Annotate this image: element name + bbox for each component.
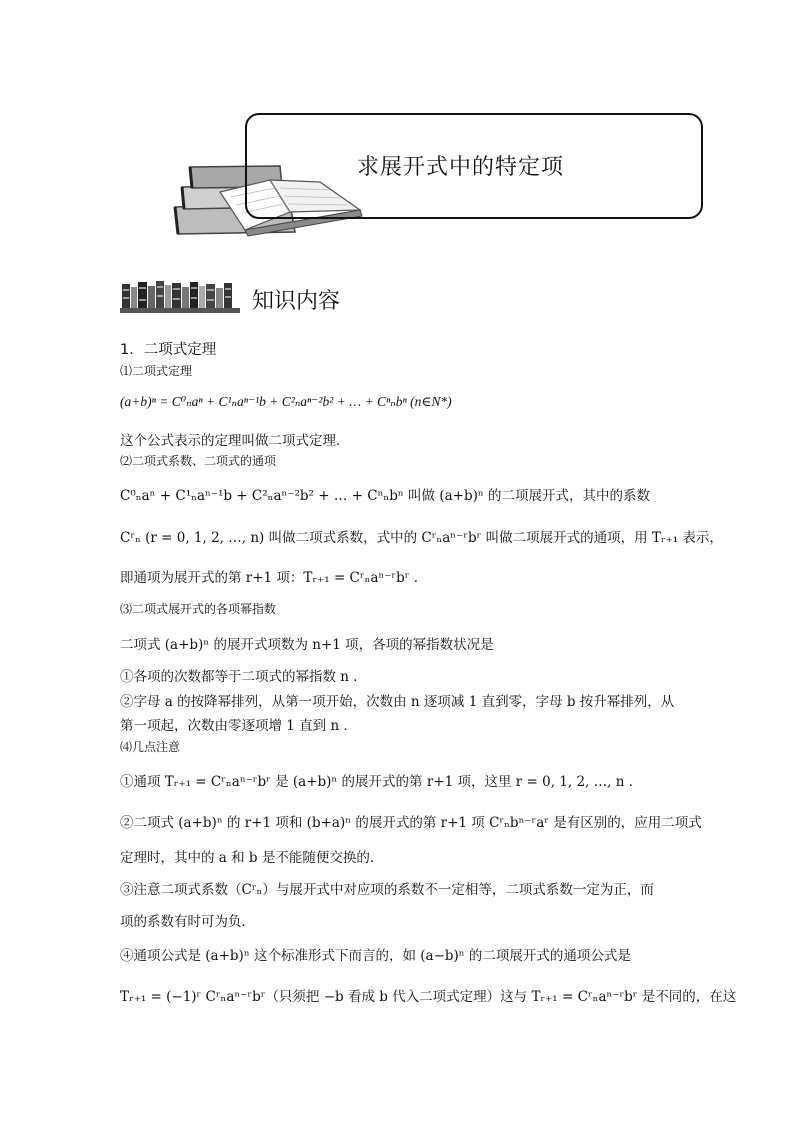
list-item-4-3a: ③注意二项式系数（Cʳₙ）与展开式中对应项的系数不一定相等，二项式系数一定为正，而: [120, 882, 654, 898]
paragraph-2a: C⁰ₙaⁿ + C¹ₙaⁿ⁻¹b + C²ₙaⁿ⁻²b² + … + Cⁿₙbⁿ 叫做 (a+b)ⁿ 的二项展开式，其中的系数: [120, 488, 650, 504]
list-item-4-2b: 定理时，其中的 a 和 b 是不能随便交换的．: [120, 850, 384, 866]
list-item-4-4b: Tᵣ₊₁ = (−1)ʳ Cʳₙaⁿ⁻ʳbʳ（只须把 −b 看成 b 代入二项式定理）这与 Tᵣ₊₁ = Cʳₙaⁿ⁻ʳbʳ 是不同的，在这: [120, 989, 737, 1005]
paragraph-1: 这个公式表示的定理叫做二项式定理．: [120, 433, 350, 449]
subheading-4: ⑷几点注意: [120, 740, 181, 754]
heading-binomial-theorem: 1．二项式定理: [120, 342, 217, 358]
paragraph-2b: Cʳₙ (r = 0, 1, 2, …, n) 叫做二项式系数，式中的 Cʳₙaⁿ⁻ʳbʳ 叫做二项展开式的通项，用 Tᵣ₊₁ 表示，: [120, 530, 723, 546]
list-item-4-3b: 项的系数有时可为负．: [120, 914, 255, 930]
paragraph-2c: 即通项为展开式的第 r+1 项：Tᵣ₊₁ = Cʳₙaⁿ⁻ʳbʳ ．: [120, 570, 428, 586]
list-item-4-4a: ④通项公式是 (a+b)ⁿ 这个标准形式下而言的，如 (a−b)ⁿ 的二项展开式的通项公式是: [120, 948, 631, 964]
list-item-3-2b: 第一项起，次数由零逐项增 1 直到 n ．: [120, 718, 357, 734]
list-item-3-1: ①各项的次数都等于二项式的幂指数 n ．: [120, 669, 367, 685]
subheading-1: ⑴二项式定理: [120, 364, 193, 378]
list-item-3-2a: ②字母 a 的按降幂排列，从第一项开始，次数由 n 逐项减 1 直到零，字母 b 按升幂排列，从: [120, 694, 675, 710]
subheading-2: ⑵二项式系数、二项式的通项: [120, 454, 277, 468]
subheading-3: ⑶二项式展开式的各项幂指数: [120, 602, 277, 616]
list-item-4-1: ①通项 Tᵣ₊₁ = Cʳₙaⁿ⁻ʳbʳ 是 (a+b)ⁿ 的展开式的第 r+1 项，这里 r = 0, 1, 2, …, n ．: [120, 774, 643, 790]
page-title: 求展开式中的特定项: [357, 155, 565, 180]
binomial-formula: (a+b)ⁿ = C⁰ₙaⁿ + C¹ₙaⁿ⁻¹b + C²ₙaⁿ⁻²b² + … + Cⁿₙbⁿ (n∈N*): [120, 394, 452, 409]
paragraph-3a: 二项式 (a+b)ⁿ 的展开式项数为 n+1 项，各项的幂指数状况是: [120, 637, 494, 653]
list-item-4-2a: ②二项式 (a+b)ⁿ 的 r+1 项和 (b+a)ⁿ 的展开式的第 r+1 项 Cʳₙbⁿ⁻ʳaʳ 是有区别的，应用二项式: [120, 815, 702, 831]
bookshelf-icon: [120, 278, 242, 314]
section-title: 知识内容: [252, 289, 341, 314]
